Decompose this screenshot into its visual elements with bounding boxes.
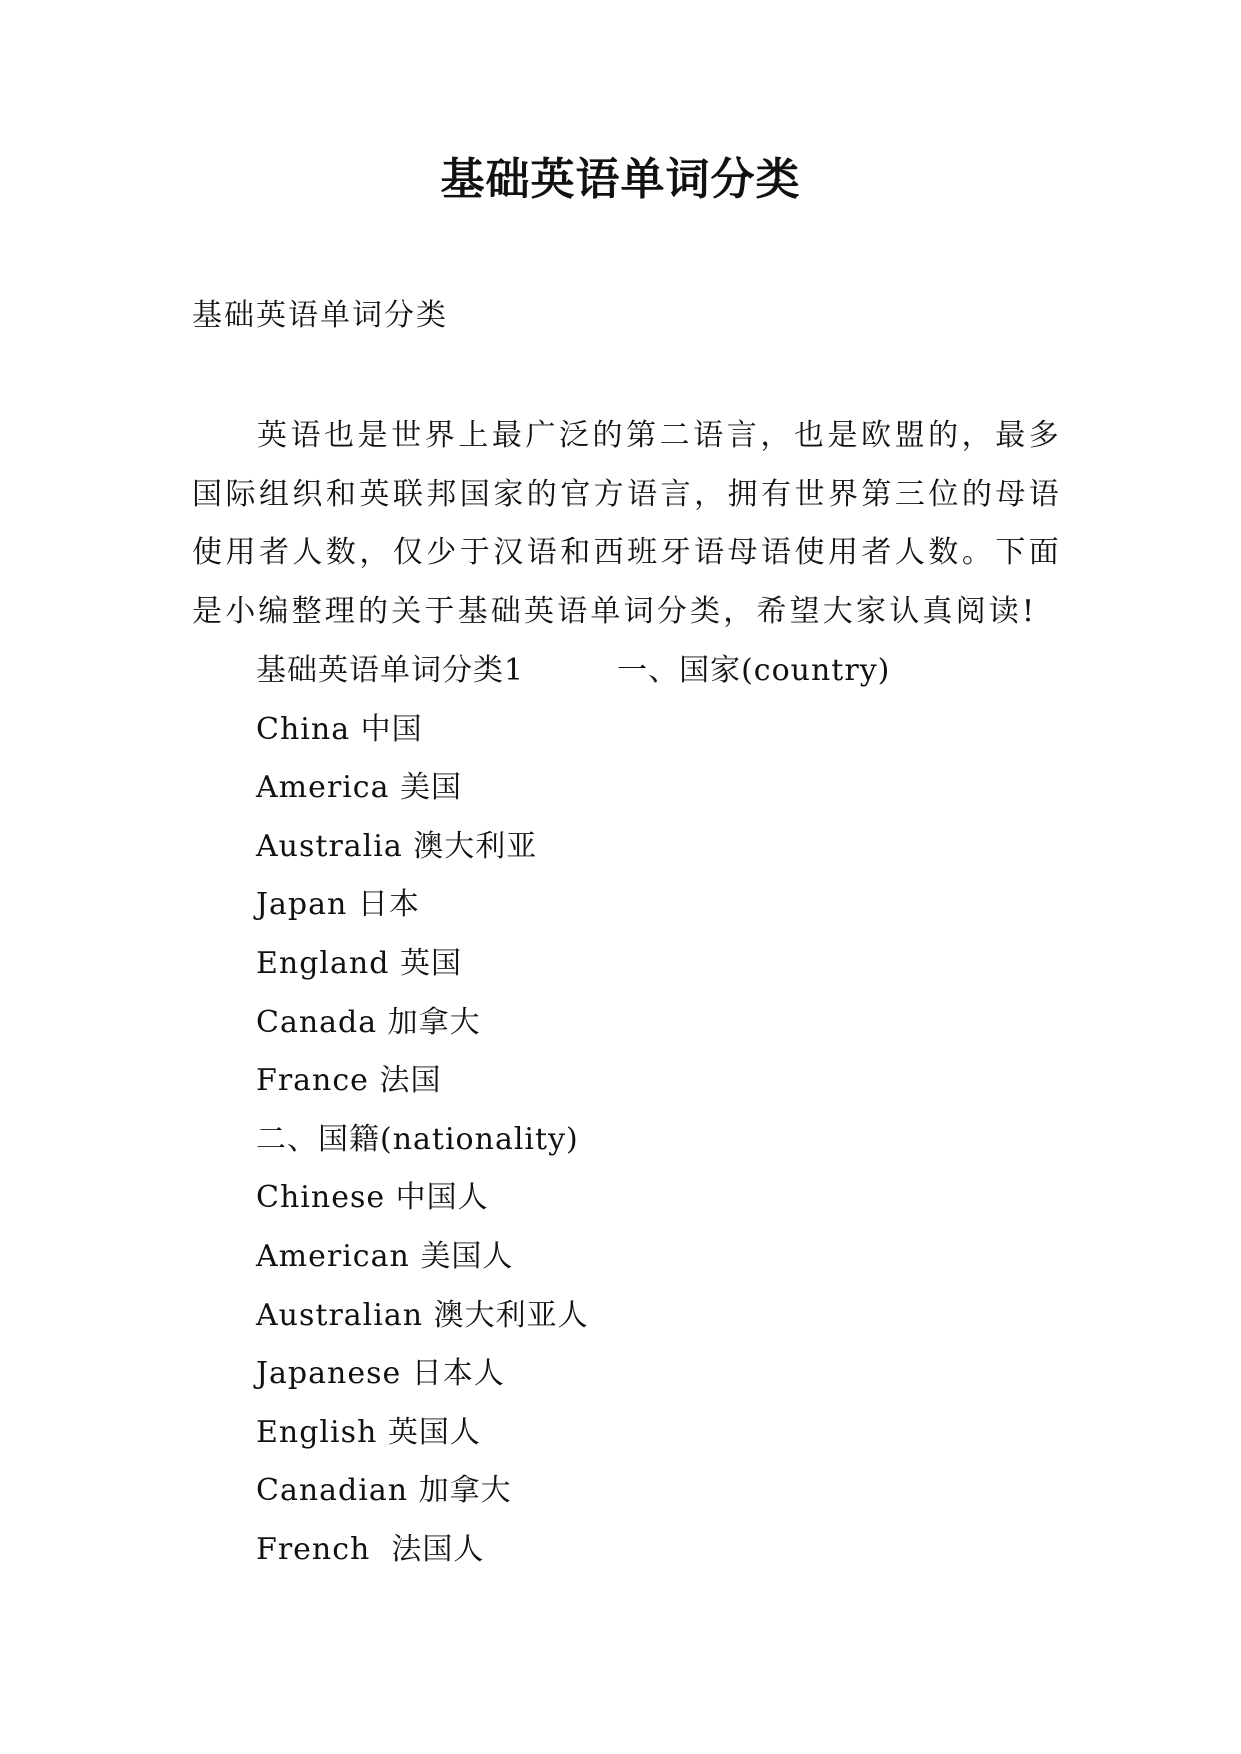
list-item: French 法国人: [256, 1531, 485, 1567]
intro-paragraph: 英语也是世界上最广泛的第二语言，也是欧盟的，最多国际组织和英联邦国家的官方语言，拥有世界第三位的母语使用者人数，仅少于汉语和西班牙语母语使用者人数。下面是小编整理的关于基础英语单词分类，希望大家认真阅读!: [192, 418, 1062, 629]
list-item: Canadian 加拿大: [256, 1473, 512, 1509]
list-item: China 中国: [256, 711, 423, 747]
document-title: 基础英语单词分类: [440, 154, 801, 205]
list-item: Chinese 中国人: [256, 1180, 489, 1216]
section-heading-country: 基础英语单词分类1 一、国家(country): [256, 653, 891, 688]
list-item: Canada 加拿大: [256, 1004, 481, 1040]
list-item: Japan 日本: [256, 887, 420, 923]
list-item: France 法国: [256, 1063, 442, 1099]
list-item: American 美国人: [256, 1238, 514, 1274]
word-list: [256, 642, 890, 1580]
list-item: Japanese 日本人: [256, 1356, 505, 1392]
document-subtitle: 基础英语单词分类: [192, 298, 448, 333]
list-item: America 美国: [256, 770, 463, 806]
list-item: England 英国: [256, 945, 462, 981]
list-item: English 英国人: [256, 1414, 481, 1450]
list-item: Australian 澳大利亚人: [256, 1297, 589, 1333]
list-item: Australia 澳大利亚: [256, 828, 538, 864]
section-heading-nationality: 二、国籍(nationality): [256, 1121, 579, 1157]
